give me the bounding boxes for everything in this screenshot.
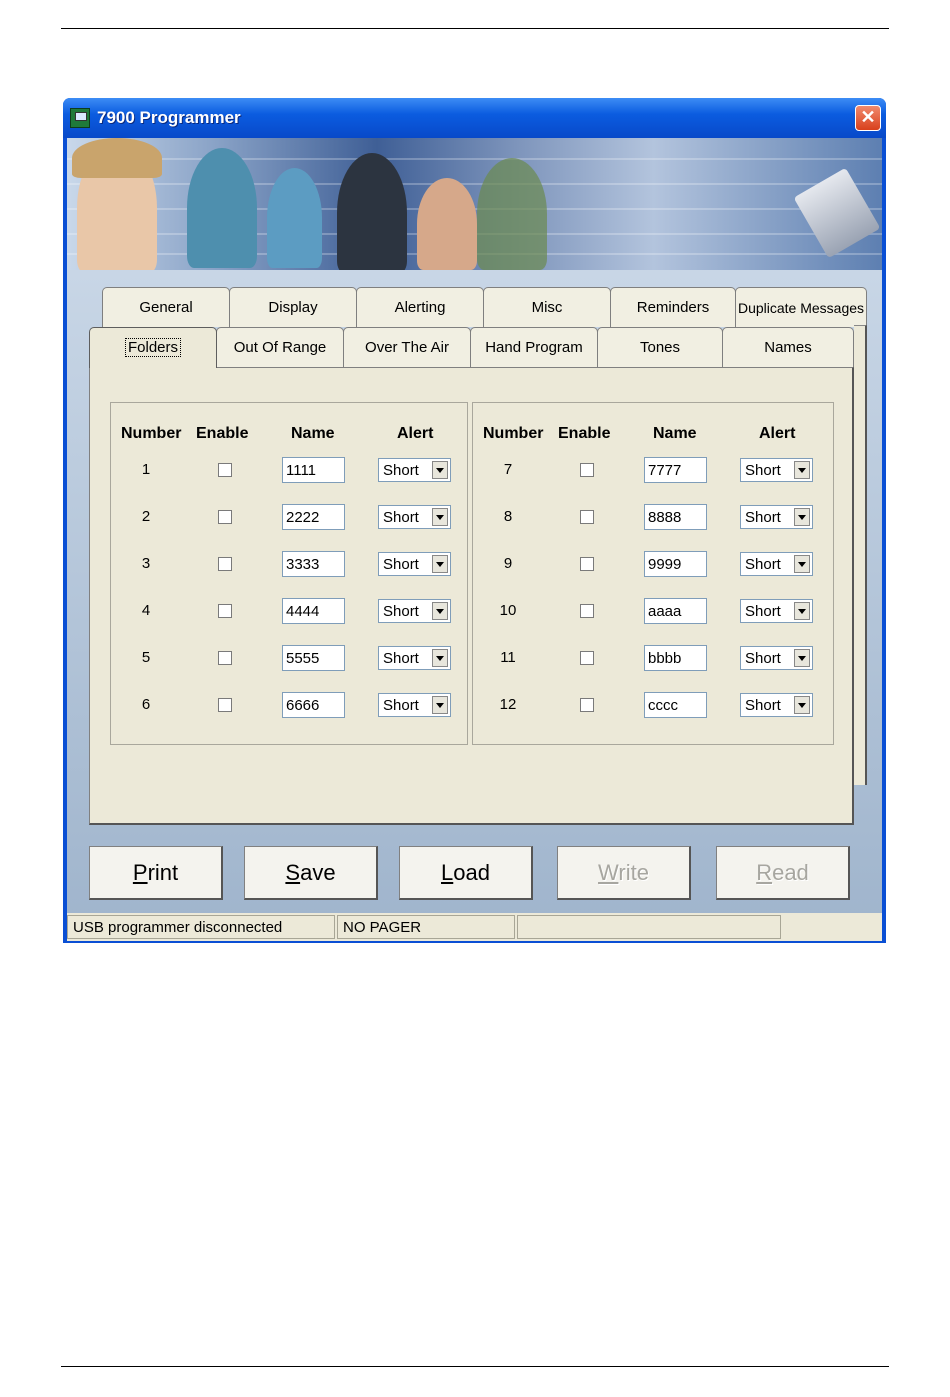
folder-name-input[interactable] [282, 504, 345, 530]
tab-names[interactable]: Names [722, 327, 854, 367]
read-button[interactable]: Read [716, 846, 850, 900]
folder-enable-checkbox[interactable] [580, 651, 594, 665]
print-button[interactable]: Print [89, 846, 223, 900]
folder-enable-checkbox[interactable] [218, 463, 232, 477]
folder-number: 9 [503, 555, 513, 572]
folder-name-input[interactable] [644, 645, 707, 671]
folder-number: 7 [503, 461, 513, 478]
tab-tones[interactable]: Tones [597, 327, 723, 367]
folder-number: 4 [141, 602, 151, 619]
tab-alerting[interactable]: Alerting [356, 287, 484, 327]
dropdown-arrow-icon[interactable] [794, 555, 810, 573]
status-extra [517, 915, 781, 939]
folder-alert-value: Short [383, 650, 419, 667]
folder-name-input[interactable] [282, 457, 345, 483]
folder-alert-value: Short [383, 509, 419, 526]
dropdown-arrow-icon[interactable] [432, 649, 448, 667]
folder-enable-checkbox[interactable] [580, 463, 594, 477]
folder-alert-value: Short [383, 697, 419, 714]
folder-alert-value: Short [745, 603, 781, 620]
dropdown-arrow-icon[interactable] [794, 461, 810, 479]
folder-alert-select[interactable] [740, 693, 813, 717]
tab-over-the-air[interactable]: Over The Air [343, 327, 471, 367]
tab-hand-program[interactable]: Hand Program [470, 327, 598, 367]
folder-number: 8 [503, 508, 513, 525]
folder-enable-checkbox[interactable] [218, 604, 232, 618]
folder-enable-checkbox[interactable] [580, 698, 594, 712]
top-rule [61, 28, 889, 29]
status-bar [67, 913, 882, 941]
folder-enable-checkbox[interactable] [218, 698, 232, 712]
folder-number: 12 [499, 696, 517, 713]
dropdown-arrow-icon[interactable] [432, 461, 448, 479]
header-enable-left: Enable [196, 425, 249, 442]
folder-alert-select[interactable] [378, 458, 451, 482]
close-button[interactable]: ✕ [855, 105, 881, 131]
dropdown-arrow-icon[interactable] [794, 649, 810, 667]
folder-alert-value: Short [745, 556, 781, 573]
folder-number: 10 [499, 602, 517, 619]
dropdown-arrow-icon[interactable] [432, 602, 448, 620]
folder-alert-select[interactable] [740, 458, 813, 482]
folder-alert-select[interactable] [740, 505, 813, 529]
dropdown-arrow-icon[interactable] [794, 602, 810, 620]
folder-alert-value: Short [383, 556, 419, 573]
tab-out-of-range[interactable]: Out Of Range [216, 327, 344, 367]
folder-alert-select[interactable] [378, 599, 451, 623]
folder-enable-checkbox[interactable] [580, 557, 594, 571]
tab-reminders[interactable]: Reminders [610, 287, 736, 327]
folder-alert-value: Short [745, 650, 781, 667]
folder-alert-value: Short [745, 509, 781, 526]
folder-name-input[interactable] [644, 598, 707, 624]
folder-name-input[interactable] [282, 692, 345, 718]
folder-enable-checkbox[interactable] [580, 604, 594, 618]
load-button[interactable]: Load [399, 846, 533, 900]
folder-number: 2 [141, 508, 151, 525]
folder-alert-select[interactable] [740, 599, 813, 623]
folder-enable-checkbox[interactable] [218, 510, 232, 524]
folder-name-input[interactable] [282, 645, 345, 671]
folder-alert-select[interactable] [378, 646, 451, 670]
header-alert-left: Alert [397, 425, 434, 442]
write-button[interactable]: Write [557, 846, 691, 900]
dropdown-arrow-icon[interactable] [432, 555, 448, 573]
folder-alert-select[interactable] [740, 646, 813, 670]
folder-name-input[interactable] [644, 457, 707, 483]
window-title: 7900 Programmer [97, 108, 241, 127]
tab-display[interactable]: Display [229, 287, 357, 327]
folder-alert-select[interactable] [378, 693, 451, 717]
folder-alert-select[interactable] [740, 552, 813, 576]
folder-number: 5 [141, 649, 151, 666]
save-button[interactable]: Save [244, 846, 378, 900]
tab-folders[interactable] [89, 327, 217, 368]
folder-alert-value: Short [383, 603, 419, 620]
folder-name-input[interactable] [644, 551, 707, 577]
header-number-right: Number [483, 425, 544, 442]
header-name-left: Name [291, 425, 335, 442]
folder-alert-value: Short [745, 462, 781, 479]
header-enable-right: Enable [558, 425, 611, 442]
title-bar[interactable] [63, 98, 886, 138]
header-banner-image [67, 138, 882, 270]
folder-alert-value: Short [745, 697, 781, 714]
header-number-left: Number [121, 425, 182, 442]
tab-general[interactable]: General [102, 287, 230, 327]
folder-name-input[interactable] [644, 504, 707, 530]
tab-duplicate-messages[interactable]: Duplicate Messages [735, 287, 867, 327]
folder-alert-value: Short [383, 462, 419, 479]
folder-alert-select[interactable] [378, 505, 451, 529]
folder-alert-select[interactable] [378, 552, 451, 576]
folder-name-input[interactable] [644, 692, 707, 718]
folder-name-input[interactable] [282, 598, 345, 624]
status-pager: NO PAGER [337, 915, 515, 939]
folder-number: 3 [141, 555, 151, 572]
dropdown-arrow-icon[interactable] [794, 508, 810, 526]
back-tab-page [854, 325, 867, 785]
pager-app-icon [70, 108, 90, 128]
dropdown-arrow-icon[interactable] [432, 508, 448, 526]
header-alert-right: Alert [759, 425, 796, 442]
folder-number: 11 [500, 649, 516, 666]
bottom-rule [61, 1366, 889, 1367]
folder-enable-checkbox[interactable] [580, 510, 594, 524]
tab-folders-label: Folders [125, 338, 181, 357]
folder-name-input[interactable] [282, 551, 345, 577]
folder-number: 1 [141, 461, 151, 478]
dropdown-arrow-icon[interactable] [794, 696, 810, 714]
tab-misc[interactable]: Misc [483, 287, 611, 327]
status-usb: USB programmer disconnected [67, 915, 335, 939]
folder-enable-checkbox[interactable] [218, 651, 232, 665]
folder-enable-checkbox[interactable] [218, 557, 232, 571]
header-name-right: Name [653, 425, 697, 442]
dropdown-arrow-icon[interactable] [432, 696, 448, 714]
folder-number: 6 [141, 696, 151, 713]
